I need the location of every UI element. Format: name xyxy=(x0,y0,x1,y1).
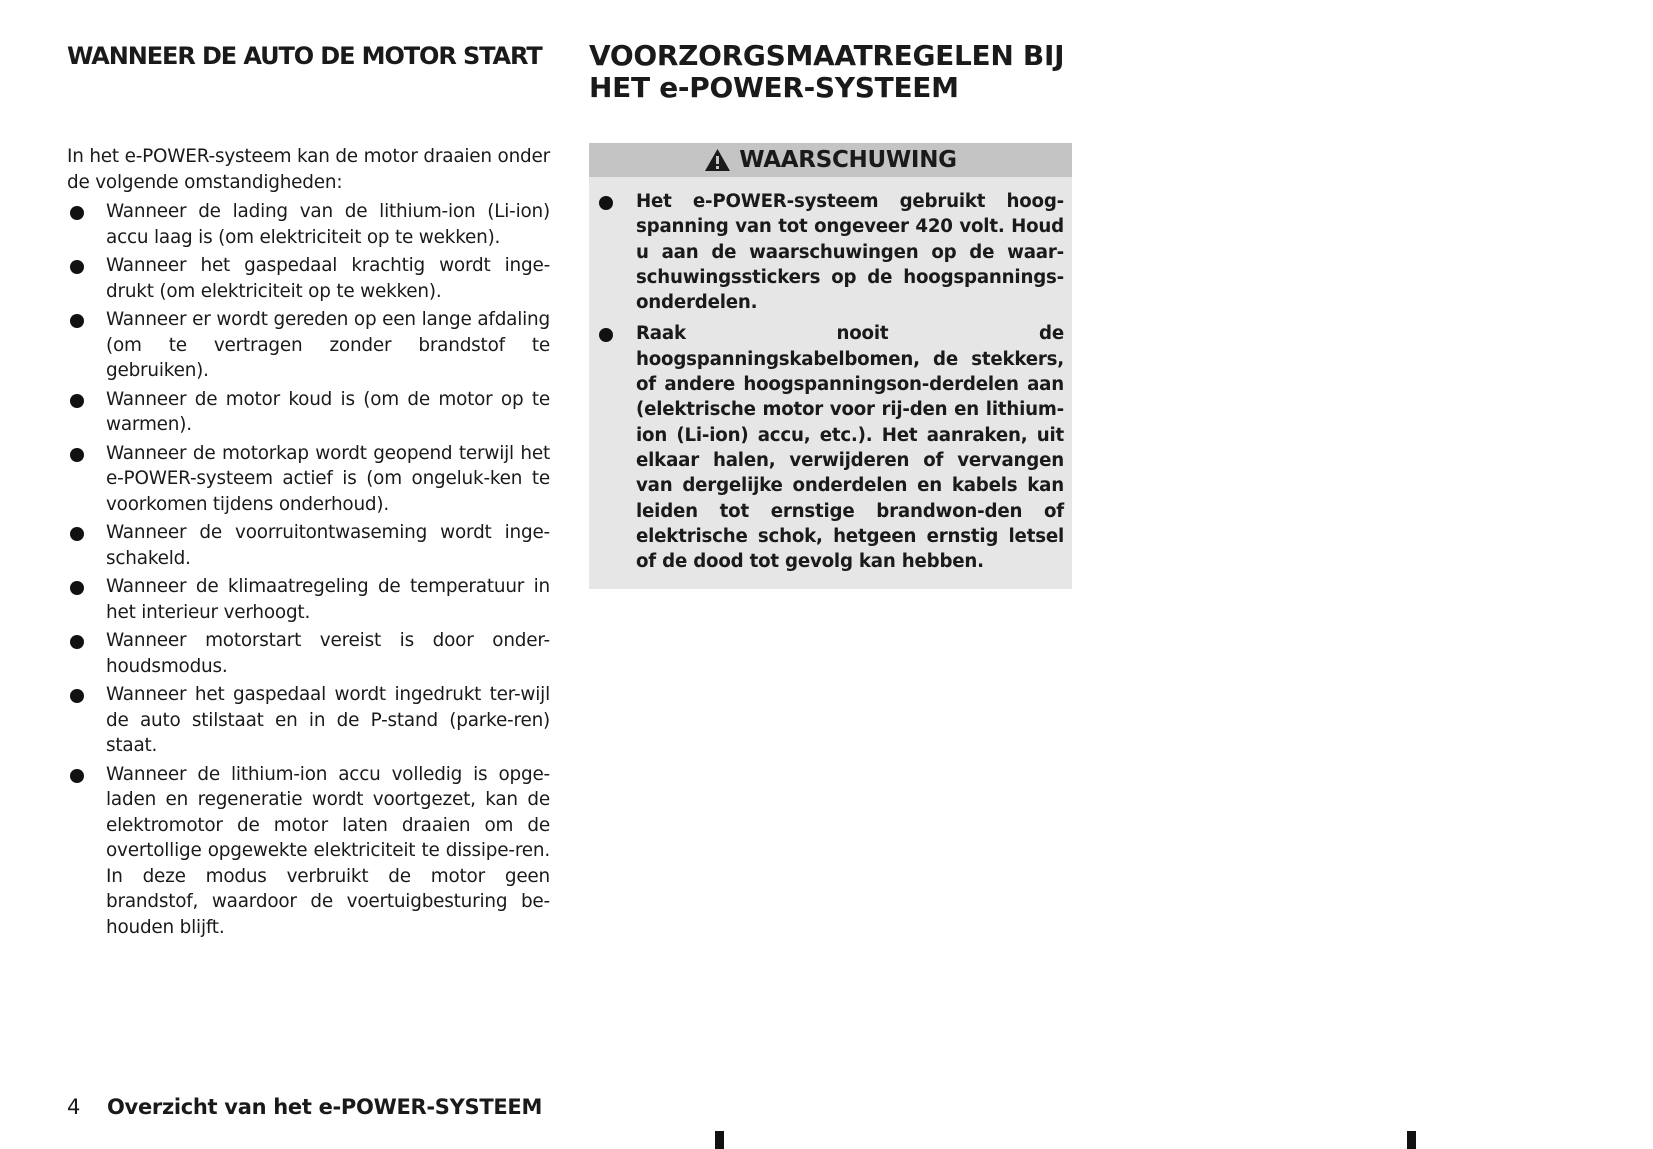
bullet-icon xyxy=(70,206,84,220)
page-number: 4 xyxy=(67,1095,81,1119)
bullet-icon xyxy=(70,314,84,328)
list-item-text: Raak nooit de hoogspanningskabelbomen, de stekkers, of andere hoogspanningson-derdelen aan (elektrische motor voor rij-den en lithium-ion (Li-ion) accu, etc.). Het aanraken, uit elkaar halen, verwijderen of vervangen van dergelijke onderdelen en kabels kan leiden tot ernstige brandwon-den of elektrische schok, hetgeen ernstig letsel of de dood tot gevolg kan hebben. xyxy=(636,323,1064,573)
section-heading-engine-start: WANNEER DE AUTO DE MOTOR START xyxy=(67,42,542,70)
list-item xyxy=(67,762,550,941)
crop-mark-right xyxy=(1407,1131,1416,1149)
page-footer xyxy=(67,1095,542,1119)
bullet-icon xyxy=(70,581,84,595)
bullet-icon xyxy=(70,260,84,274)
warning-title: WAARSCHUWING xyxy=(739,147,957,173)
list-item xyxy=(67,574,550,625)
bullet-icon xyxy=(70,394,84,408)
list-item xyxy=(67,628,550,679)
heading-line-1: VOORZORGSMAATREGELEN BIJ xyxy=(589,39,1065,72)
list-item xyxy=(67,307,550,384)
warning-box xyxy=(589,143,1072,589)
left-column xyxy=(67,40,550,943)
list-item-text: Wanneer motorstart vereist is door onder-houdsmodus. xyxy=(106,630,550,677)
list-item-text: Wanneer het gaspedaal wordt ingedrukt ter-wijl de auto stilstaat en in de P-stand (parke-ren) staat. xyxy=(106,684,550,756)
list-item-text: Wanneer de motor koud is (om de motor op te warmen). xyxy=(106,388,550,435)
engine-start-list xyxy=(67,199,550,940)
warning-header xyxy=(589,143,1072,177)
bullet-icon xyxy=(70,635,84,649)
crop-mark-left xyxy=(715,1131,724,1149)
list-item xyxy=(67,520,550,571)
list-item xyxy=(67,199,550,250)
footer-section-title: Overzicht van het e-POWER-SYSTEEM xyxy=(107,1095,543,1119)
list-item xyxy=(67,253,550,304)
intro-paragraph: In het e-POWER-systeem kan de motor draaien onder de volgende omstandigheden: xyxy=(67,146,550,193)
warning-body xyxy=(589,177,1072,589)
list-item xyxy=(67,441,550,518)
list-item xyxy=(67,682,550,759)
bullet-icon xyxy=(70,689,84,703)
list-item xyxy=(597,189,1064,315)
list-item-text: Wanneer de motorkap wordt geopend terwijl het e-POWER-systeem actief is (om ongeluk-ken te voorkomen tijdens onderhoud). xyxy=(106,442,550,515)
bullet-icon xyxy=(70,769,84,783)
heading-line-2: HET e-POWER-SYSTEEM xyxy=(589,71,959,104)
list-item xyxy=(67,387,550,438)
list-item-text: Wanneer de lithium-ion accu volledig is opge-laden en regeneratie wordt voortgezet, kan de elektromotor de motor laten draaien om de overtollige opgewekte elektriciteit te dissipe-ren. In deze modus verbruikt de motor geen brandstof, waardoor de voertuigbesturing be-houden blijft. xyxy=(106,763,550,938)
list-item-text: Wanneer de lading van de lithium-ion (Li-ion) accu laag is (om elektriciteit op te wekken). xyxy=(106,201,550,248)
list-item-text: Het e-POWER-systeem gebruikt hoog-spanning van tot ongeveer 420 volt. Houd u aan de waarschuwingen op de waar-schuwingsstickers op de hoogspannings-onderdelen. xyxy=(636,191,1064,314)
list-item-text: Wanneer er wordt gereden op een lange afdaling (om te vertragen zonder brandstof te gebruiken). xyxy=(106,309,550,381)
warning-triangle-icon xyxy=(704,148,731,172)
list-item-text: Wanneer de klimaatregeling de temperatuur in het interieur verhoogt. xyxy=(106,576,550,623)
bullet-icon xyxy=(599,328,613,342)
list-item xyxy=(597,321,1064,574)
bullet-icon xyxy=(70,527,84,541)
list-item-text: Wanneer het gaspedaal krachtig wordt inge-drukt (om elektriciteit op te wekken). xyxy=(106,255,550,302)
warning-list xyxy=(597,189,1064,574)
list-item-text: Wanneer de voorruitontwaseming wordt inge-schakeld. xyxy=(106,522,550,569)
section-heading-precautions xyxy=(589,40,1072,104)
bullet-icon xyxy=(70,448,84,462)
middle-column xyxy=(589,40,1072,589)
bullet-icon xyxy=(599,196,613,210)
